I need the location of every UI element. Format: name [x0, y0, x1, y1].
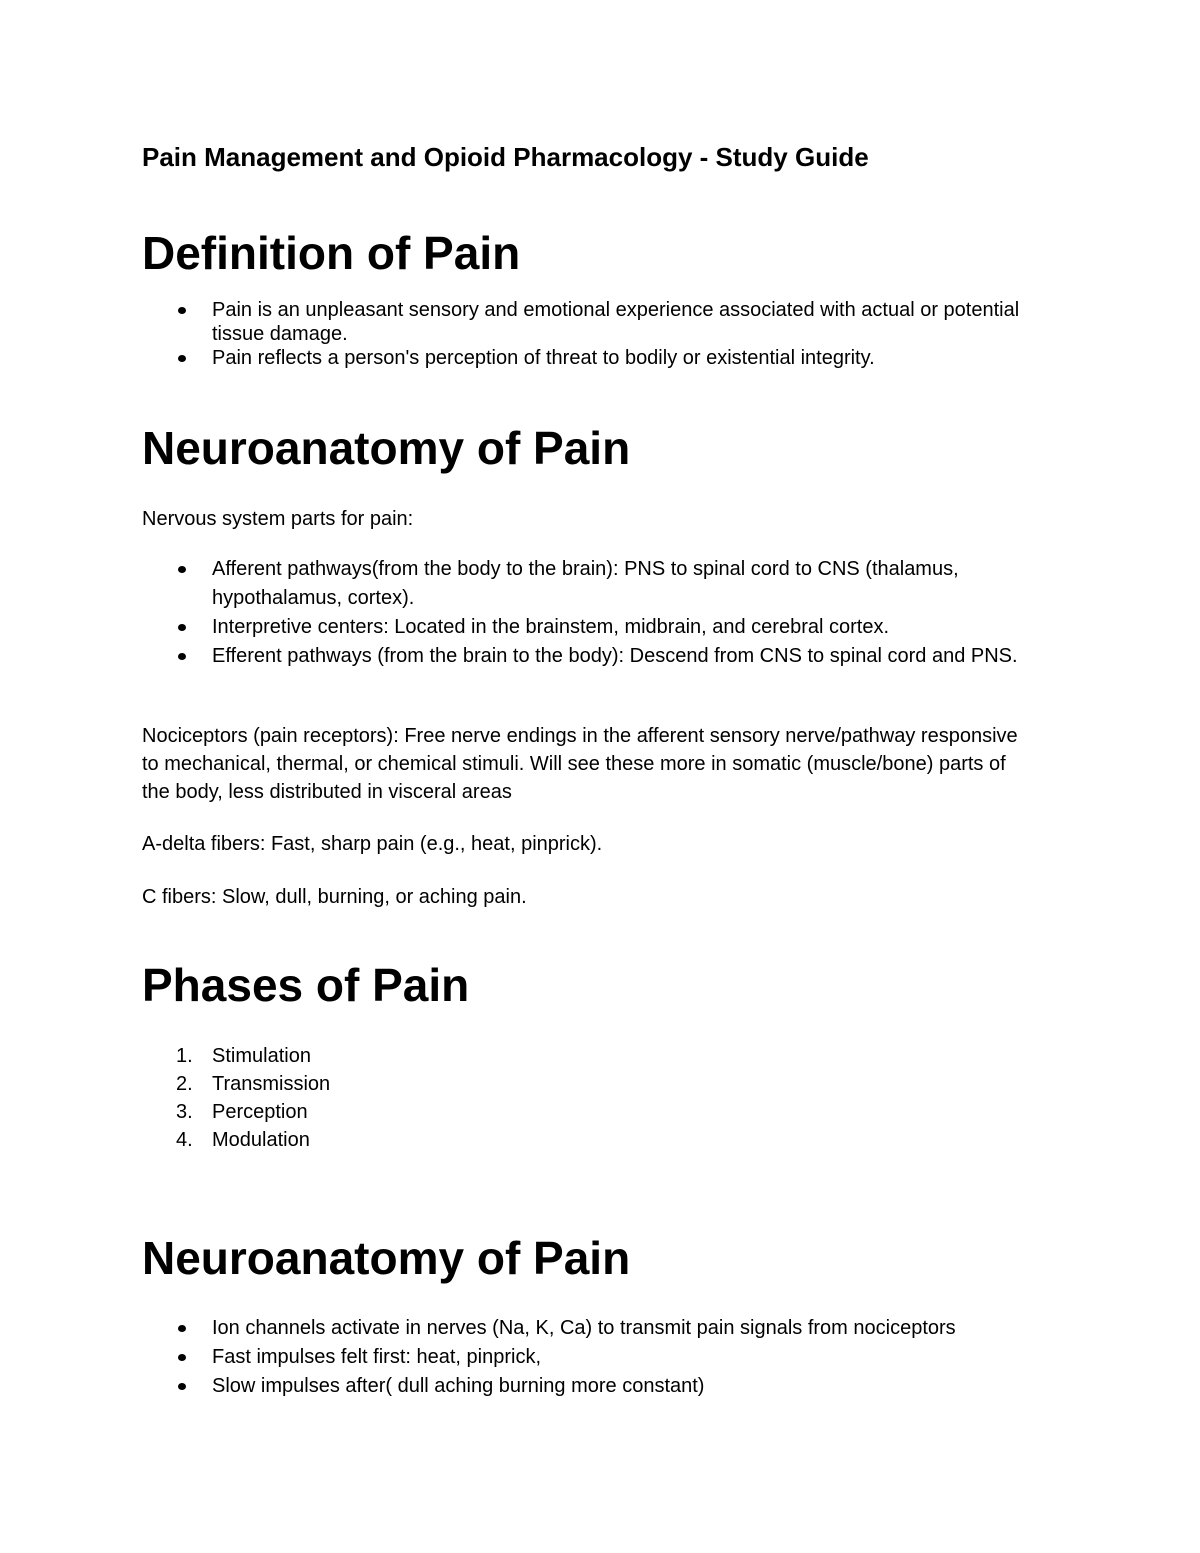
list-item-text: Modulation [212, 1129, 310, 1151]
a-delta-fibers-paragraph: A-delta fibers: Fast, sharp pain (e.g., heat, pinprick). [142, 833, 603, 855]
c-fibers-paragraph: C fibers: Slow, dull, burning, or aching pain. [142, 886, 527, 908]
ion-channels-bullet-list [142, 1314, 1042, 1401]
list-number: 2. [176, 1073, 193, 1095]
list-item-text: Transmission [212, 1073, 331, 1095]
definition-bullet-list [142, 298, 1042, 370]
list-item: Afferent pathways(from the body to the brain): PNS to spinal cord to CNS (thalamus, hypothalamus, cortex). [142, 555, 1042, 613]
pathways-bullet-list [142, 555, 1042, 671]
section-heading-phases: Phases of Pain [142, 959, 470, 1011]
list-number: 3. [176, 1101, 193, 1123]
list-item: Fast impulses felt first: heat, pinprick, [142, 1343, 1042, 1372]
list-item [142, 1126, 1042, 1154]
list-item: Efferent pathways (from the brain to the body): Descend from CNS to spinal cord and PNS. [142, 642, 1042, 671]
list-item: Pain reflects a person's perception of threat to bodily or existential integrity. [142, 346, 1042, 370]
phases-numbered-list [142, 1042, 1042, 1154]
section-heading-neuroanatomy-2: Neuroanatomy of Pain [142, 1232, 631, 1284]
list-item [142, 1070, 1042, 1098]
list-item [142, 1098, 1042, 1126]
list-item-text: Stimulation [212, 1045, 311, 1067]
list-item: Pain is an unpleasant sensory and emotional experience associated with actual or potential tissue damage. [142, 298, 1042, 346]
nervous-system-intro: Nervous system parts for pain: [142, 508, 414, 530]
section-heading-definition: Definition of Pain [142, 227, 521, 279]
list-item [142, 1042, 1042, 1070]
list-item: Ion channels activate in nerves (Na, K, Ca) to transmit pain signals from nociceptors [142, 1314, 1042, 1343]
list-item: Slow impulses after( dull aching burning more constant) [142, 1372, 1042, 1401]
list-number: 4. [176, 1129, 193, 1151]
section-heading-neuroanatomy: Neuroanatomy of Pain [142, 422, 631, 474]
list-number: 1. [176, 1045, 193, 1067]
document-title: Pain Management and Opioid Pharmacology - Study Guide [142, 142, 869, 172]
nociceptors-paragraph: Nociceptors (pain receptors): Free nerve endings in the afferent sensory nerve/pathway responsive to mechanical, thermal, or chemical stimuli. Will see these more in somatic (muscle/bone) parts of the body, less distributed in visceral areas [142, 725, 1018, 803]
list-item: Interpretive centers: Located in the brainstem, midbrain, and cerebral cortex. [142, 613, 1042, 642]
list-item-text: Perception [212, 1101, 308, 1123]
